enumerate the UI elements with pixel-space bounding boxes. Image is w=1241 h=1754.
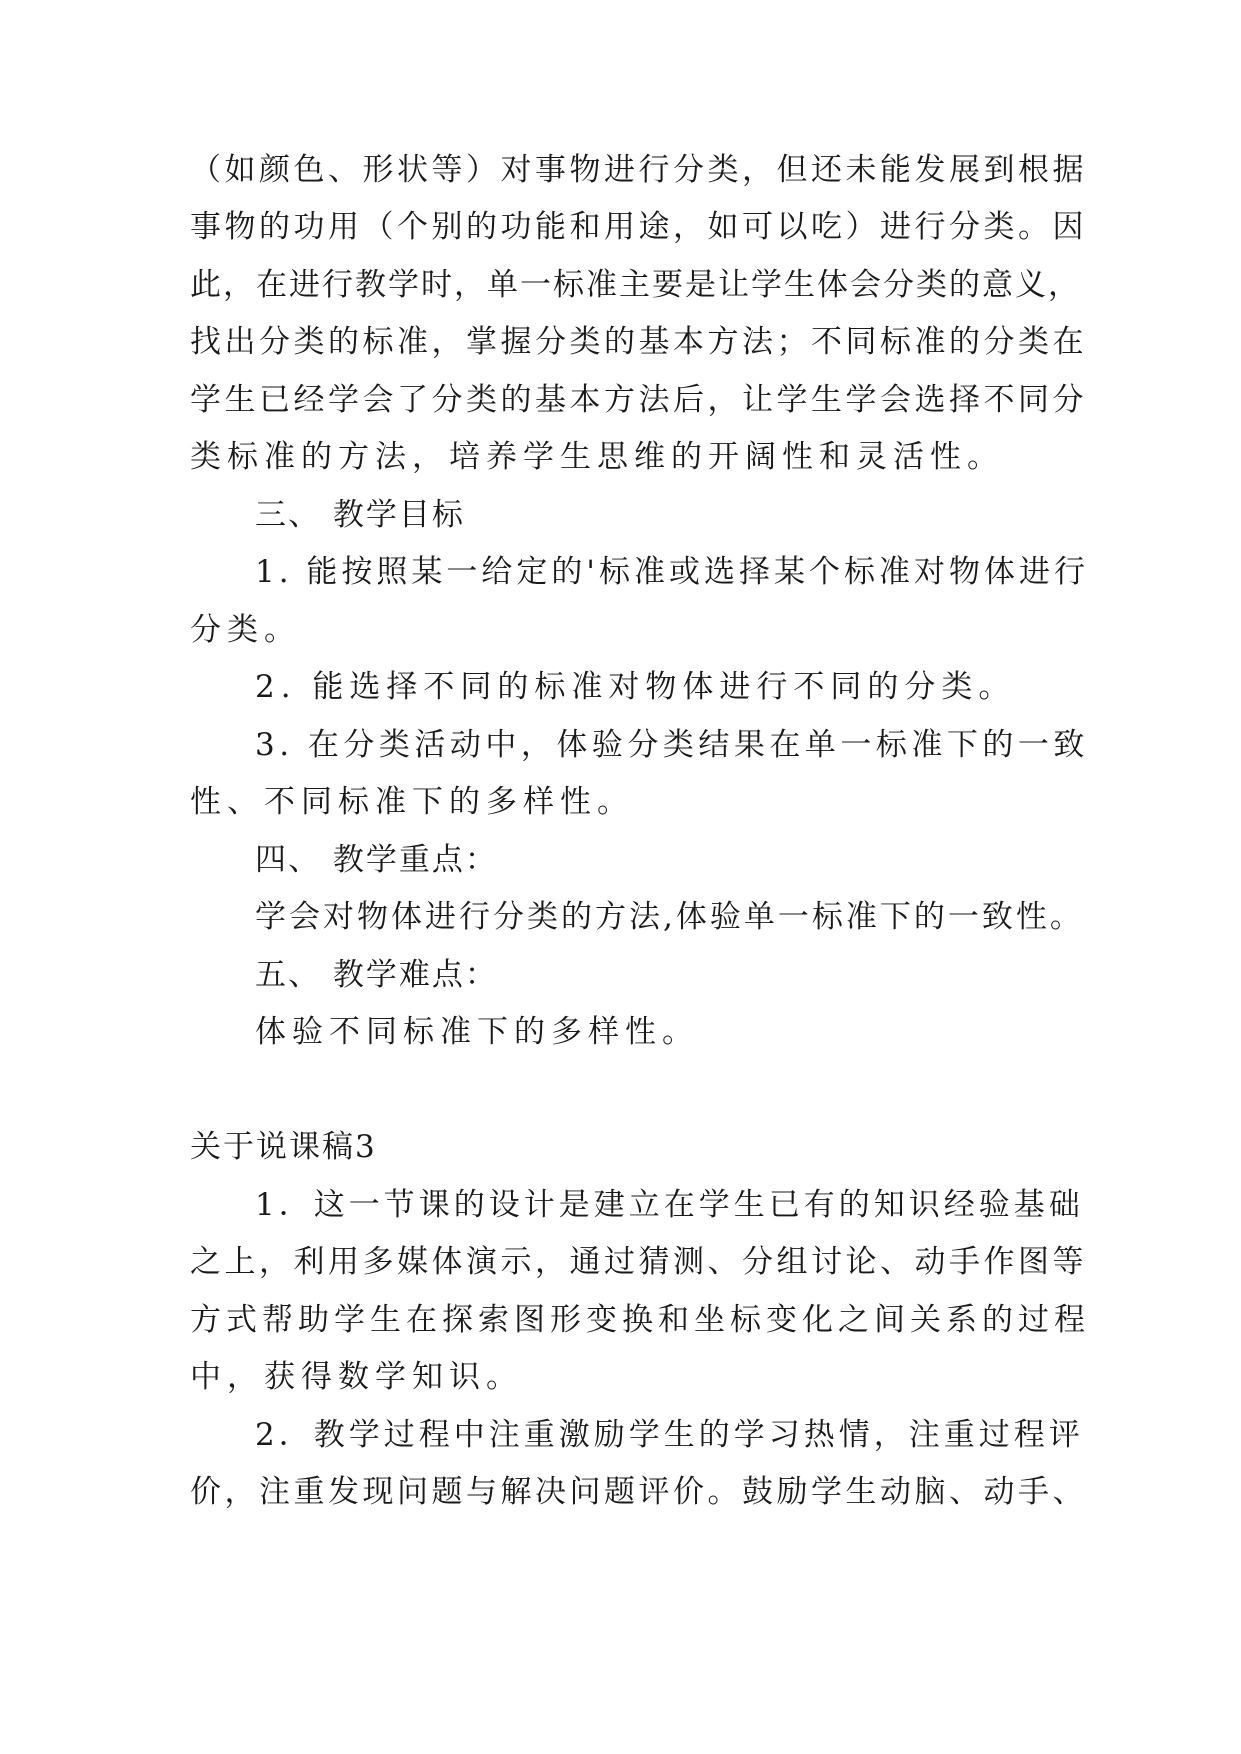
text-line: 2．教学过程中注重激励学生的学习热情，注重过程评	[255, 1417, 1084, 1453]
section-heading: 三、 教学目标	[255, 497, 465, 533]
text-line: 1. 能按照某一给定的'标准或选择某个标准对物体进行	[255, 554, 1089, 590]
text-line: 分类。	[190, 612, 301, 648]
document-title: 关于说课稿3	[190, 1129, 377, 1165]
text-line: 事物的功用（个别的功能和用途，如可以吃）进行分类。因	[190, 209, 1087, 245]
text-line: 中，获得数学知识。	[190, 1359, 523, 1395]
text-line: 此，在进行教学时，单一标准主要是让学生体会分类的意义，	[190, 267, 1081, 303]
text-line: （如颜色、形状等）对事物进行分类，但还未能发展到根据	[190, 152, 1087, 188]
text-line: 找出分类的标准，掌握分类的基本方法；不同标准的分类在	[190, 324, 1087, 360]
text-line: 2. 能选择不同的标准对物体进行不同的分类。	[255, 669, 1016, 705]
text-line: 类标准的方法，培养学生思维的开阔性和灵活性。	[190, 439, 1004, 475]
section-heading: 四、 教学重点：	[255, 842, 498, 878]
text-line: 体验不同标准下的多样性。	[255, 1014, 699, 1050]
text-line: 学会对物体进行分类的方法,体验单一标准下的一致性。	[255, 899, 1084, 935]
text-line: 方式帮助学生在探索图形变换和坐标变化之间关系的过程	[190, 1302, 1090, 1338]
text-line: 3. 在分类活动中，体验分类结果在单一标准下的一致	[255, 727, 1089, 763]
section-heading: 五、 教学难点：	[255, 957, 498, 993]
text-line: 性、不同标准下的多样性。	[190, 784, 634, 820]
text-line: 学生已经学会了分类的基本方法后，让学生学会选择不同分	[190, 382, 1087, 418]
text-line: 价，注重发现问题与解决问题评价。鼓励学生动脑、动手、	[190, 1474, 1087, 1510]
text-line: 之上，利用多媒体演示，通过猜测、分组讨论、动手作图等	[190, 1244, 1087, 1280]
text-line: 1．这一节课的设计是建立在学生已有的知识经验基础	[255, 1187, 1084, 1223]
